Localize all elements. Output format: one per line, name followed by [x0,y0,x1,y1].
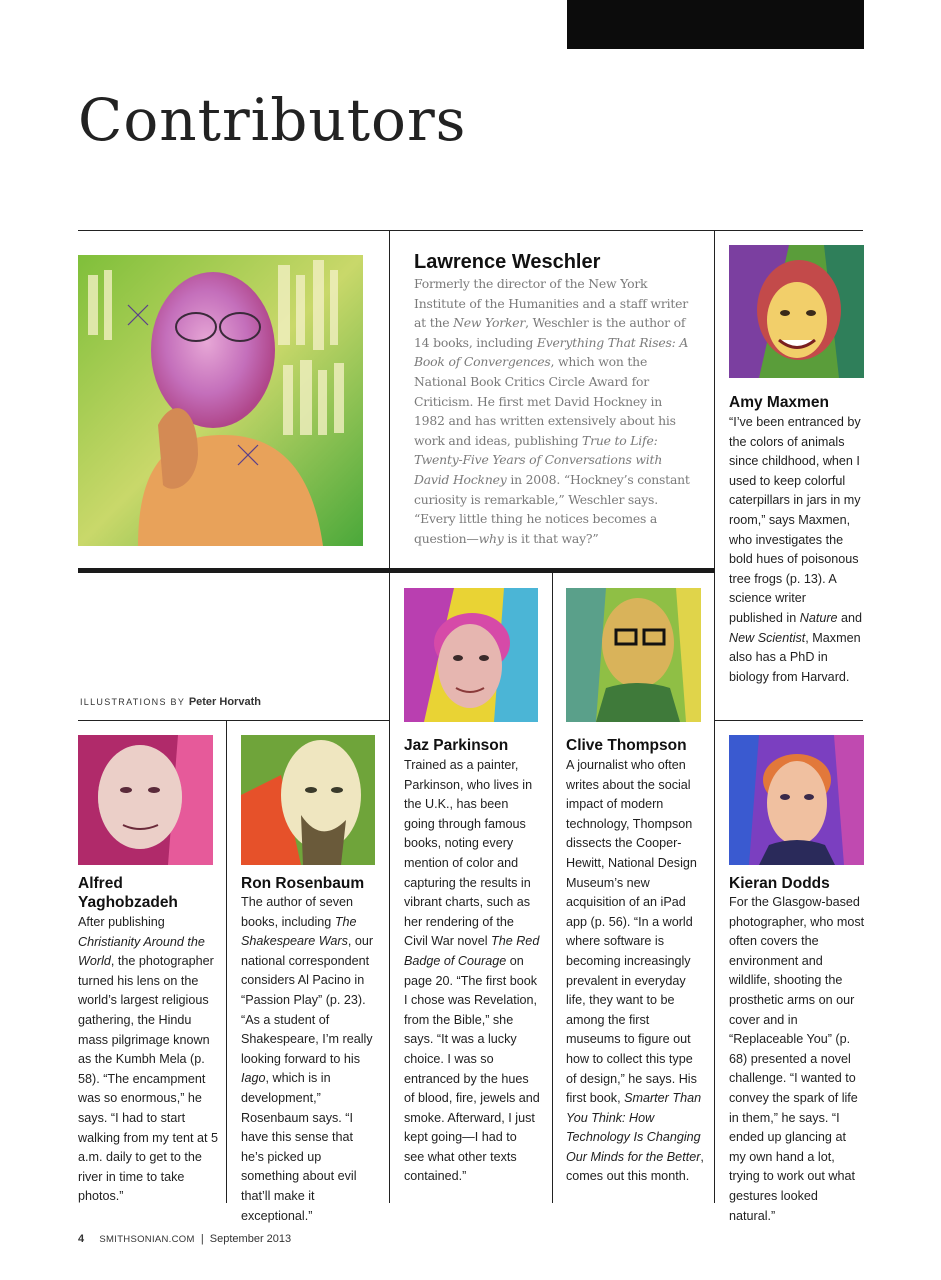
page-title: Contributors [78,86,467,154]
contributor-name-jaz: Jaz Parkinson [404,737,509,754]
footer-site: SMITHSONIAN.COM [99,1234,195,1245]
portrait-lawrence-weschler [78,255,363,546]
contributor-name-ron: Ron Rosenbaum [241,875,365,892]
footer-separator: | [200,1233,204,1245]
illustration-credit [80,696,261,708]
portrait-ron-rosenbaum [241,735,375,865]
contributor-bio-kieran: For the Glasgow-based photographer, who most often covers the environment and wildlife, shooting the prosthetic arms on our cover and in “Replaceable You” (p. 68) presented a novel challenge. “I wanted to convey the spark of life in them,” he says. “I ended up glancing at my own hand a lot, trying to work out what gestures looked natural.” [729,895,865,1223]
divider-featured-left [389,230,390,570]
divider-col-5 [714,722,715,1203]
contributor-name-alfred: Alfred Yaghobzadeh [78,875,178,911]
contributor-name-kieran: Kieran Dodds [729,875,830,892]
rule-right-block [714,720,863,721]
contributor-name-clive: Clive Thompson [566,737,687,754]
footer-issue: September 2013 [209,1233,292,1245]
featured-bio: Formerly the director of the New York Institute of the Humanities and a staff writer at the New Yorker, Weschler is the author of 14 books, including Everything That Rises: A Book of Convergences, which won the National Book Critics Circle Award for Criticism. He first met David Hockney in 1982 and has written extensively about his work and ideas, publishing True to Life: Twenty-Five Years of Conversations with David Hockney in 2008. “Hockney’s constant curiosity is remarkable,” Weschler says. “Every little thing he notices becomes a question—why is it that way?” [414,276,690,546]
contributor-name-amy: Amy Maxmen [729,394,829,411]
portrait-jaz-parkinson [404,588,538,722]
contributor-bio-amy: “I’ve been entranced by the colors of animals since childhood, when I used to keep colorful caterpillars in jars in my room,” says Maxmen, who investigates the bold hues of poisonous tree frogs (p. 13). A science writer published in Nature and New Scientist, Maxmen also has a PhD in biology from Harvard. [729,415,863,684]
rule-left-block [78,720,390,721]
portrait-alfred-yaghobzadeh [78,735,213,865]
divider-col-3 [389,573,390,1203]
credit-name: Peter Horvath [188,696,261,708]
contributor-bio-clive: A journalist who often writes about the social impact of modern technology, Thompson dissects the Cooper-Hewitt, National Design Museum’s new acquisition of an iPad app (p. 56). “In a world where software is becoming increasingly prevalent in everyday life, they want to be among the first museums to figure out how to collect this type of design,” he says. His first book, Smarter Than You Think: How Technology Is Changing Our Minds for the Better, comes out this month. [566,758,704,1184]
contributor-bio-alfred: After publishing Christianity Around the World, the photographer turned his lens on the world’s largest religious gathering, the Hindu mass pilgrimage known as the Kumbh Mela (p. 58). “The encampment was so enormous,” he says. “I had to start walking from my tent at 5 a.m. daily to get to the river in time to take photos.” [78,915,218,1204]
divider-featured-right [714,230,715,722]
divider-col-2 [226,720,227,1203]
header-black-bar [567,0,864,49]
contributor-bio-jaz: Trained as a painter, Parkinson, who lives in the U.K., has been going through famous books, noting every mention of color and capturing the results in vibrant charts, such as her rendering of the Civil War novel The Red Badge of Courage on page 20. “The first book I chose was Revelation, from the Bible,” she says. “It was a lucky choice. I was so entranced by the hues of blood, fire, jewels and smoke. Afterward, I just kept going—I had to see what other texts contained.” [404,758,540,1184]
portrait-clive-thompson [566,588,701,722]
top-rule [78,230,863,231]
portrait-kieran-dodds [729,735,864,865]
divider-col-4 [552,573,553,1203]
thick-rule [78,568,715,573]
portrait-amy-maxmen [729,245,864,378]
page-number: 4 [78,1233,85,1245]
contributor-bio-ron: The author of seven books, including The Shakespeare Wars, our national correspondent considers Al Pacino in “Passion Play” (p. 23). “As a student of Shakespeare, I’m really looking forward to his Iago, which is in development,” Rosenbaum says. “I have this sense that he’s picked up something about evil that’ll make it exceptional.” [241,895,374,1223]
featured-name: Lawrence Weschler [414,251,601,273]
credit-prefix: ILLUSTRATIONS BY [80,697,185,707]
page-footer [78,1233,291,1245]
